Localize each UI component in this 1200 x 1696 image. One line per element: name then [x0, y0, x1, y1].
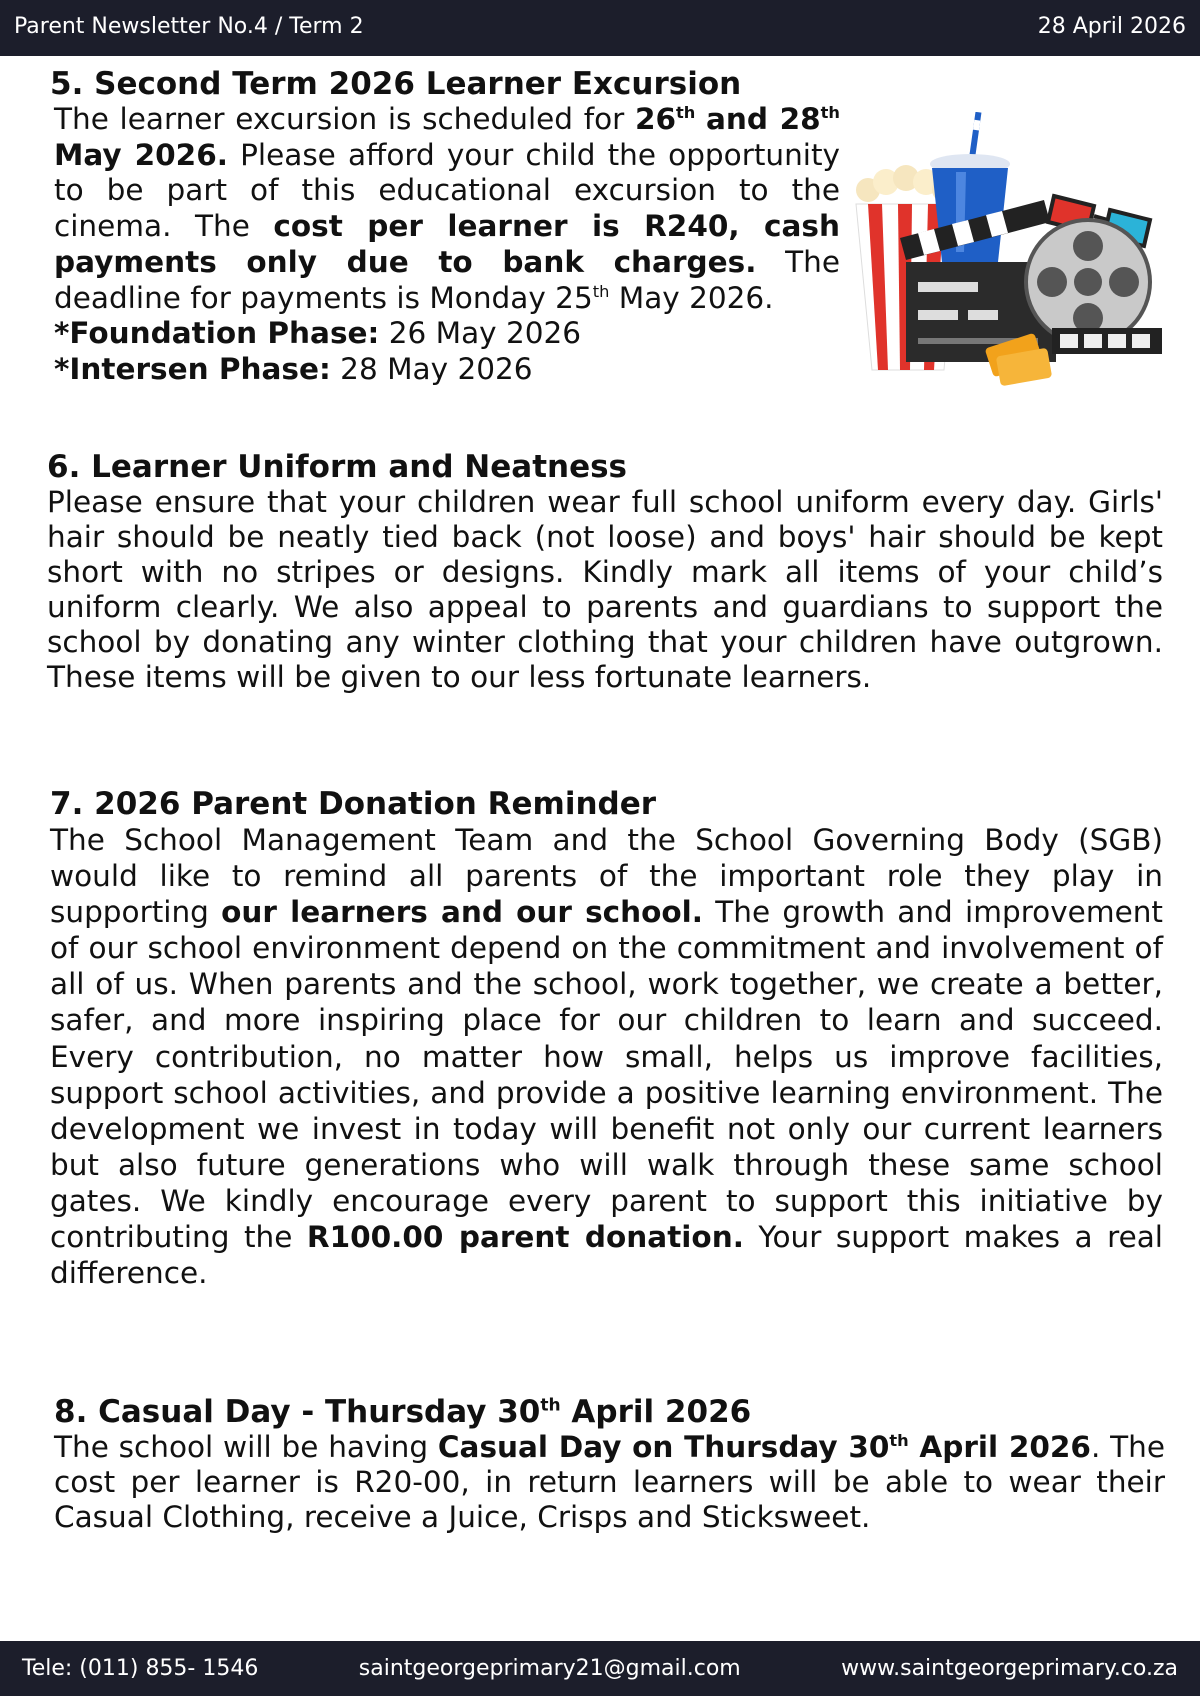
casual-day-date: Casual Day on Thursday 30th April 2026 [437, 1430, 1091, 1464]
emphasis-text: our learners and our school. [221, 895, 703, 930]
section-title: 8. Casual Day - Thursday 30th April 2026 [54, 1394, 752, 1430]
section-excursion [50, 66, 840, 388]
newsletter-date: 28 April 2026 [1037, 14, 1186, 39]
intersen-phase-line: *Intersen Phase: 28 May 2026 [54, 351, 533, 386]
section-casual-day [54, 1394, 1165, 1535]
website-link[interactable]: www.saintgeorgeprimary.co.za [841, 1656, 1178, 1681]
section-title: 6. Learner Uniform and Neatness [47, 449, 628, 485]
section-body: The school will be having Casual Day on Thursday 30th April 2026. The cost per learner is R20-00, in return learners will be able to wear their Casual Clothing, receive a Juice, Crisps and Sticksweet. [54, 1430, 1165, 1535]
cinema-illustration-icon [848, 112, 1178, 392]
date-26: 26th [634, 102, 696, 136]
section-title: 5. Second Term 2026 Learner Excursion [50, 66, 742, 102]
text: May 2026. [609, 280, 774, 315]
section-body: Please ensure that your children wear full school uniform every day. Girls' hair should be neatly tied back (not loose) and boys' hair should be kept short with no stripes or designs. Kindly mark all items of your child’s uniform clearly. We also appeal to parents and guardians to support the school by donating any winter clothing that your children have outgrown. These items will be given to our less fortunate learners. [47, 485, 1163, 694]
section-body: The School Management Team and the School Governing Body (SGB) would like to remind all parents of the important role they play in supporting our learners and our school. The growth and improvement of our school environment depend on the commitment and involvement of all of us. When parents and the school, work together, we create a better, safer, and more inspiring place for our children to learn and succeed. Every contribution, no matter how small, helps us improve facilities, support school activities, and provide a positive learning environment. The development we invest in today will benefit not only our current learners but also future generations who will walk through these same school gates. We kindly encourage every parent to support this initiative by contributing the R100.00 parent donation. Your support makes a real difference. [50, 823, 1163, 1291]
section-title: 7. 2026 Parent Donation Reminder [50, 786, 657, 822]
contact-footer-bar [0, 1641, 1200, 1696]
email-address[interactable]: saintgeorgeprimary21@gmail.com [358, 1656, 741, 1681]
foundation-phase-line: *Foundation Phase: 26 May 2026 [54, 316, 582, 351]
section-body: The learner excursion is scheduled for 26th and 28th May 2026. Please afford your child the opportunity to be part of this educational excursion to the cinema. The cost per learner is R240, cash payments only due to bank charges. The deadline for payments is Monday 25th May 2026. *Foundation Phase: 26 May 2026 *Intersen Phase: 28 May 2026 [54, 102, 841, 386]
telephone-number: Tele: (011) 855- 1546 [22, 1656, 259, 1681]
section-donation [50, 786, 1163, 1291]
text: The learner excursion is scheduled for [54, 102, 635, 136]
newsletter-issue: Parent Newsletter No.4 / Term 2 [14, 14, 364, 39]
text: Please afford your child the opportunity to be part of this educational excursion to the cinema. The [54, 137, 841, 244]
text: The deadline for payments is Monday 25 [54, 244, 840, 315]
cost-statement: cost per learner is R240, cash payments only due to bank charges. [54, 209, 840, 279]
newsletter-header-bar [0, 0, 1200, 56]
section-uniform [47, 449, 1163, 694]
date-28: and 28th May 2026. [54, 102, 840, 172]
donation-amount: R100.00 parent donation. [306, 1220, 744, 1255]
